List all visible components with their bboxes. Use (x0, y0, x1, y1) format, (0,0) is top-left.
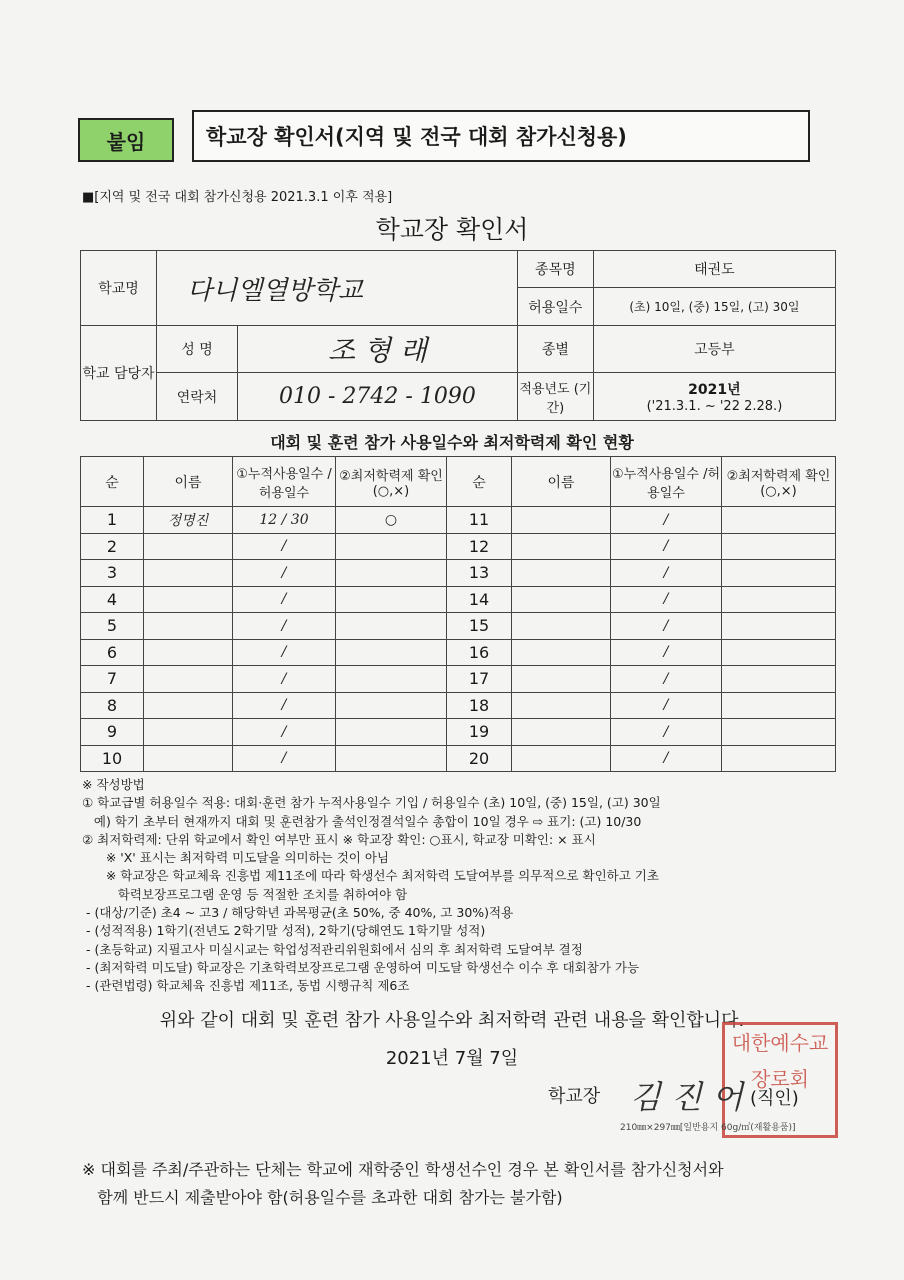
athlete-name (512, 613, 611, 640)
table-row (81, 586, 836, 613)
footer-line: 함께 반드시 제출받아야 함(허용일수를 초과한 대회 참가는 불가함) (82, 1188, 563, 1207)
used-days: / (233, 745, 336, 772)
instruction-line: ※ 학교장은 학교체육 진흥법 제11조에 따라 학생선수 최저학력 도달여부를 의무적으로 확인하고 기초 (82, 868, 659, 884)
info-table (80, 250, 836, 421)
min-academic-check (722, 719, 836, 746)
official-seal: 대한예수교 장로회 (722, 1022, 838, 1138)
athlete-name (144, 560, 233, 587)
row-number: 4 (81, 586, 144, 613)
table-row (81, 666, 836, 693)
table-row (81, 613, 836, 640)
row-number: 13 (447, 560, 512, 587)
footer-line: ※ 대회를 주최/주관하는 단체는 학교에 재학중인 학생선수인 경우 본 확인서를 참가신청서와 (82, 1160, 724, 1179)
used-days: / (611, 692, 722, 719)
used-days: 12 / 30 (233, 507, 336, 534)
staff-name-value: 조 형 래 (238, 326, 518, 373)
athlete-name (144, 586, 233, 613)
status-table-title: 대회 및 훈련 참가 사용일수와 최저학력제 확인 현황 (270, 433, 634, 452)
athlete-name (144, 666, 233, 693)
min-academic-check (336, 613, 447, 640)
athlete-name: 정명진 (144, 507, 233, 534)
category-value: 고등부 (593, 326, 835, 373)
attachment-tag: 붙임 (78, 118, 174, 162)
col-no: 순 (81, 457, 144, 507)
row-number: 20 (447, 745, 512, 772)
min-academic-check (336, 586, 447, 613)
min-academic-check (722, 586, 836, 613)
writing-instructions (82, 776, 842, 996)
min-academic-check (722, 639, 836, 666)
table-row (81, 639, 836, 666)
paper-spec: 210㎜×297㎜[일반용지 60g/㎡(재활용품)] (620, 1123, 796, 1133)
row-number: 15 (447, 613, 512, 640)
period-year: 2021년 (688, 382, 741, 398)
used-days: / (233, 586, 336, 613)
athlete-name (144, 533, 233, 560)
instruction-line: ※ 작성방법 (82, 777, 145, 792)
min-academic-check (336, 719, 447, 746)
row-number: 3 (81, 560, 144, 587)
row-number: 17 (447, 666, 512, 693)
athlete-name (512, 586, 611, 613)
min-academic-check (722, 745, 836, 772)
used-days: / (611, 745, 722, 772)
status-table (80, 456, 836, 772)
athlete-name (144, 639, 233, 666)
row-number: 16 (447, 639, 512, 666)
instruction-line: - (관련법령) 학교체육 진흥법 제11조, 동법 시행규칙 제6조 (82, 978, 410, 994)
min-academic-check (722, 507, 836, 534)
applicability-note: ■[지역 및 전국 대회 참가신청용 2021.3.1 이후 적용] (82, 190, 393, 205)
min-academic-check (336, 533, 447, 560)
min-academic-check: ○ (336, 507, 447, 534)
col-days: ①누적사용일수 /허용일수 (233, 457, 336, 507)
submission-note (82, 1156, 842, 1212)
name-label: 성 명 (157, 326, 238, 373)
min-academic-check (336, 745, 447, 772)
period-range: ('21.3.1. ~ '22 2.28.) (646, 399, 783, 414)
table-row (81, 533, 836, 560)
row-number: 18 (447, 692, 512, 719)
min-academic-check (722, 533, 836, 560)
min-academic-check (722, 666, 836, 693)
principal-label: 학교장 (548, 1086, 601, 1107)
table-row (81, 745, 836, 772)
used-days: / (233, 560, 336, 587)
instruction-line: 학력보장프로그램 운영 등 적절한 조치를 취하여야 함 (82, 886, 408, 902)
used-days: / (611, 666, 722, 693)
table-row (81, 507, 836, 534)
table-row (81, 560, 836, 587)
row-number: 19 (447, 719, 512, 746)
instruction-line: - (성적적용) 1학기(전년도 2학기말 성적), 2학기(당해연도 1학기말 성적) (82, 923, 486, 939)
used-days: / (233, 639, 336, 666)
used-days: / (611, 639, 722, 666)
row-number: 7 (81, 666, 144, 693)
period-label: 적용년도 (기간) (517, 373, 593, 421)
row-number: 8 (81, 692, 144, 719)
instruction-line: - (초등학교) 지필고사 미실시교는 학업성적관리위원회에서 심의 후 최저학력 도달여부 결정 (82, 941, 583, 957)
athlete-name (144, 719, 233, 746)
athlete-name (512, 692, 611, 719)
used-days: / (611, 560, 722, 587)
col-check-right: ②최저학력제 확인(○,×) (722, 457, 836, 507)
instruction-line: 예) 학기 초부터 현재까지 대회 및 훈련참가 출석인정결석일수 총합이 10일 경우 ⇨ 표기: (고) 10/30 (82, 813, 642, 829)
instruction-line: ※ 'X' 표시는 최저학력 미도달을 의미하는 것이 아님 (82, 850, 389, 866)
used-days: / (233, 666, 336, 693)
used-days: / (233, 613, 336, 640)
instruction-line: ② 최저학력제: 단위 학교에서 확인 여부만 표시 ※ 학교장 확인: ○표시, 학교장 미확인: × 표시 (82, 831, 596, 847)
used-days: / (611, 719, 722, 746)
school-value: 다니엘열방학교 (157, 251, 518, 326)
col-name-right: 이름 (512, 457, 611, 507)
table-row (81, 692, 836, 719)
allowed-days-label: 허용일수 (517, 288, 593, 326)
col-no-right: 순 (447, 457, 512, 507)
instruction-line: - (최저학력 미도달) 학교장은 기초학력보장프로그램 운영하여 미도달 학생선수 이수 후 대회참가 가능 (82, 959, 640, 975)
athlete-name (512, 666, 611, 693)
instruction-line: ① 학교급별 허용일수 적용: 대회·훈련 참가 누적사용일수 기입 / 허용일수 (초) 10일, (중) 15일, (고) 30일 (82, 795, 661, 811)
used-days: / (611, 507, 722, 534)
athlete-name (144, 613, 233, 640)
row-number: 11 (447, 507, 512, 534)
principal-signature: 김 진 어 (630, 1078, 744, 1116)
used-days: / (233, 692, 336, 719)
col-check: ②최저학력제 확인(○,×) (336, 457, 447, 507)
athlete-name (512, 507, 611, 534)
min-academic-check (722, 692, 836, 719)
athlete-name (512, 639, 611, 666)
col-days-right: ①누적사용일수 /허용일수 (611, 457, 722, 507)
row-number: 6 (81, 639, 144, 666)
row-number: 10 (81, 745, 144, 772)
category-label: 종별 (517, 326, 593, 373)
phone-label: 연락처 (157, 373, 238, 421)
event-value: 태권도 (593, 251, 835, 288)
used-days: / (611, 613, 722, 640)
row-number: 1 (81, 507, 144, 534)
staff-label: 학교 담당자 (81, 326, 157, 421)
athlete-name (512, 560, 611, 587)
used-days: / (611, 533, 722, 560)
min-academic-check (722, 613, 836, 640)
min-academic-check (336, 560, 447, 587)
min-academic-check (336, 692, 447, 719)
min-academic-check (722, 560, 836, 587)
athlete-name (512, 745, 611, 772)
row-number: 2 (81, 533, 144, 560)
seal-label: (직인) (750, 1088, 799, 1109)
athlete-name (512, 533, 611, 560)
used-days: / (611, 586, 722, 613)
form-heading: 학교장 확인서(지역 및 전국 대회 참가신청용) (192, 110, 810, 162)
athlete-name (144, 692, 233, 719)
allowed-days-value: (초) 10일, (중) 15일, (고) 30일 (593, 288, 835, 326)
col-name: 이름 (144, 457, 233, 507)
school-label: 학교명 (81, 251, 157, 326)
phone-value: 010 - 2742 - 1090 (238, 373, 518, 421)
used-days: / (233, 719, 336, 746)
min-academic-check (336, 639, 447, 666)
row-number: 9 (81, 719, 144, 746)
athlete-name (512, 719, 611, 746)
event-label: 종목명 (517, 251, 593, 288)
min-academic-check (336, 666, 447, 693)
issue-date: 2021년 7월 7일 (385, 1048, 519, 1069)
period-value (593, 373, 835, 421)
instruction-line: - (대상/기준) 초4 ~ 고3 / 해당학년 과목평균(초 50%, 중 40%, 고 30%)적용 (82, 905, 514, 921)
row-number: 14 (447, 586, 512, 613)
confirmation-statement: 위와 같이 대회 및 훈련 참가 사용일수와 최저학력 관련 내용을 확인합니다. (159, 1010, 745, 1031)
athlete-name (144, 745, 233, 772)
table-row (81, 719, 836, 746)
used-days: / (233, 533, 336, 560)
row-number: 5 (81, 613, 144, 640)
row-number: 12 (447, 533, 512, 560)
document-title: 학교장 확인서 (375, 215, 529, 244)
